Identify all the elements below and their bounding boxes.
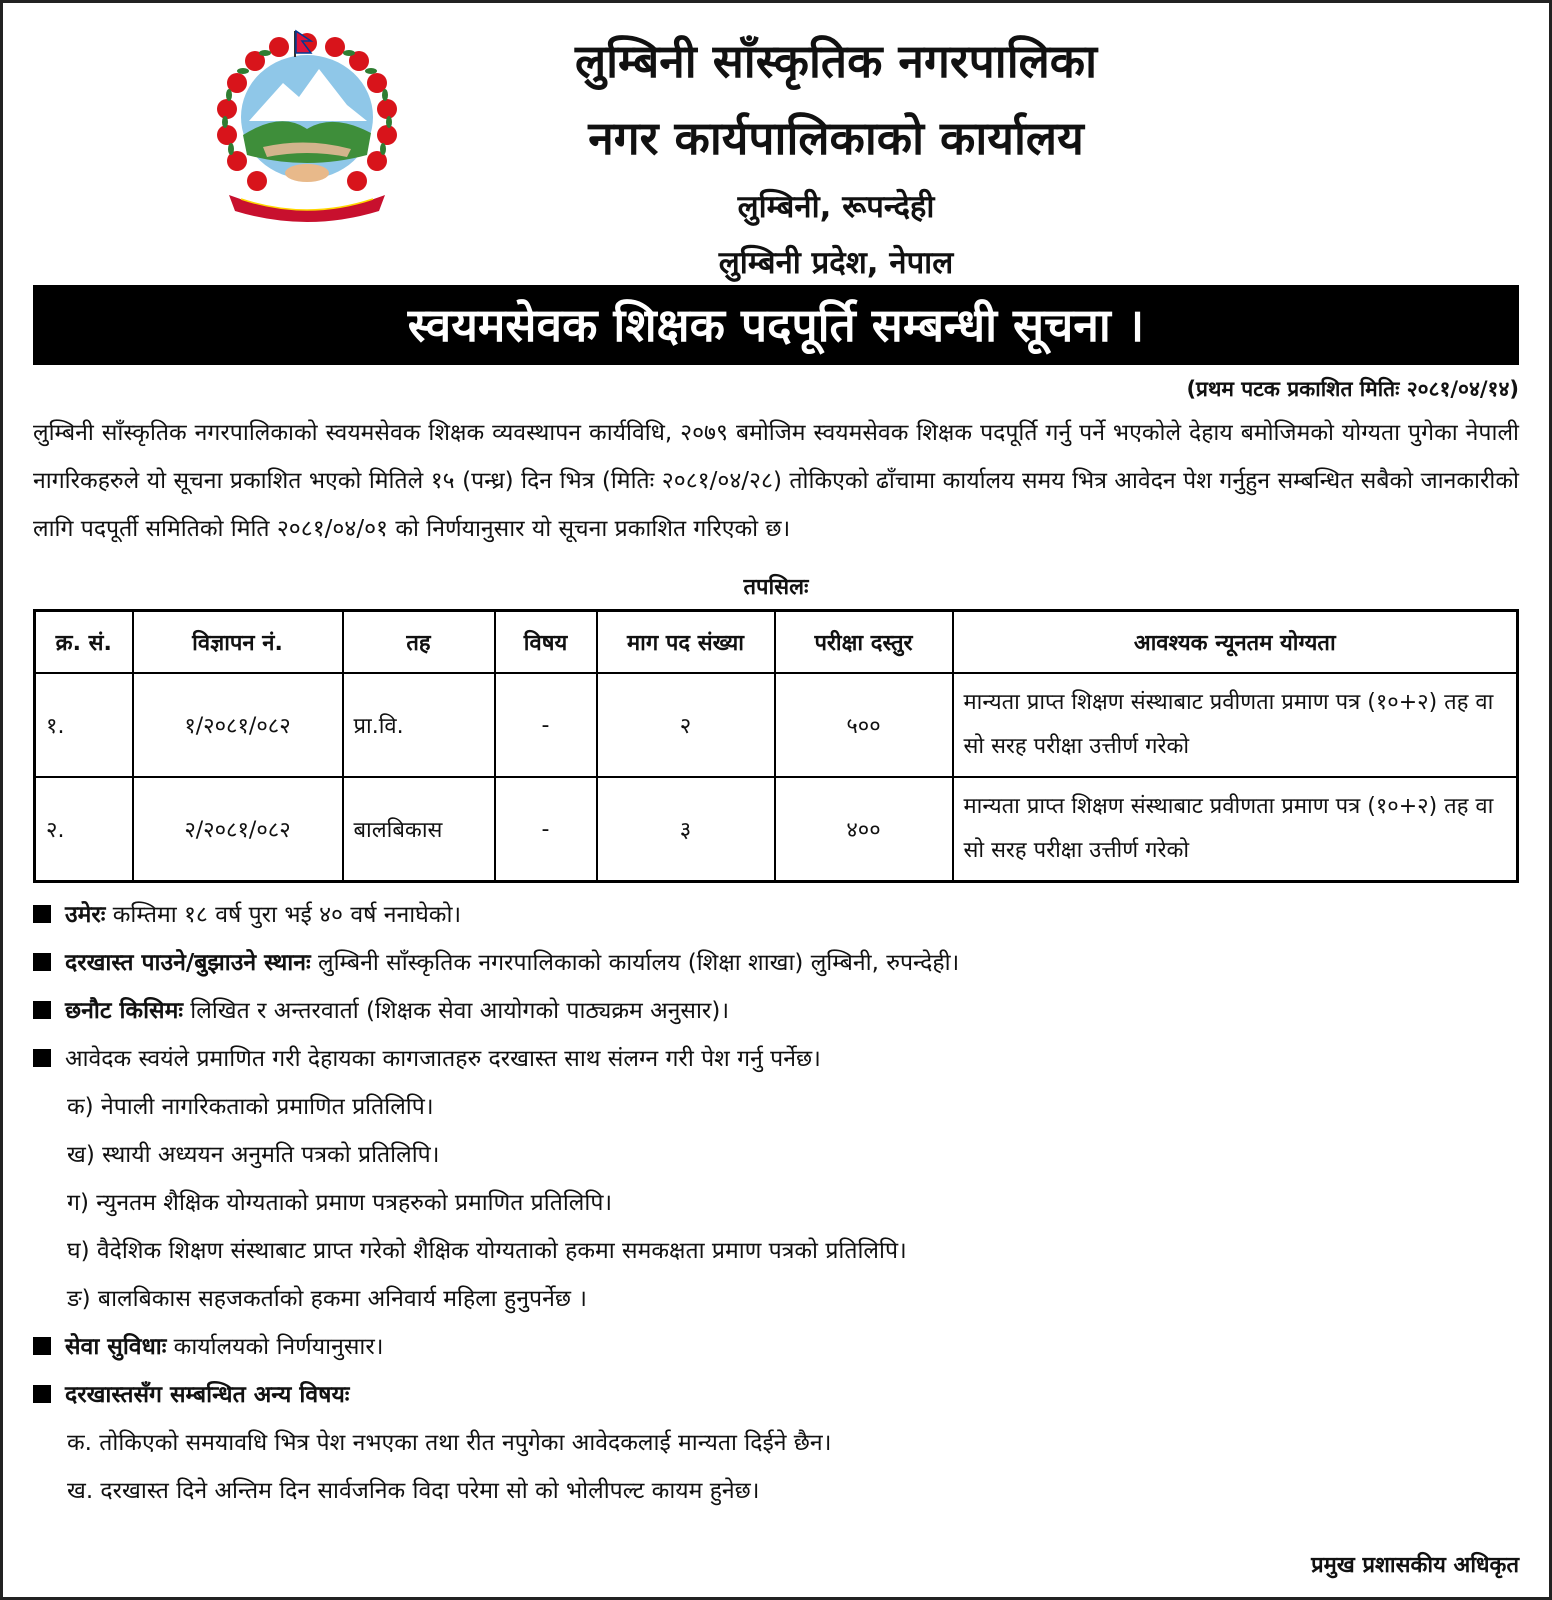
application-place-item [33, 939, 1519, 987]
bullet-square-icon [33, 905, 51, 923]
advert-number-cell: १/२०८१/०८२ [133, 673, 343, 777]
column-header: तह [343, 611, 495, 674]
column-header: माग पद संख्या [597, 611, 775, 674]
column-header: आवश्यक न्यूनतम योग्यता [953, 611, 1518, 674]
serial-cell: २. [35, 777, 133, 882]
column-header: विषय [495, 611, 597, 674]
column-header: विज्ञापन नं. [133, 611, 343, 674]
document-item: ख) स्थायी अध्ययन अनुमति पत्रको प्रतिलिपि। [67, 1142, 440, 1168]
subject-cell: - [495, 777, 597, 882]
details-heading: तपसिलः [743, 575, 809, 600]
selection-type-label: छनौट किसिमः [65, 998, 183, 1024]
document-item: ग) न्युनतम शैक्षिक योग्यताको प्रमाण पत्रहरुको प्रमाणित प्रतिलिपि। [67, 1190, 613, 1216]
age-item [33, 891, 1519, 939]
other-matter-item: क. तोकिएको समयावधि भित्र पेश नभएका तथा रीत नपुगेका आवेदकलाई मान्यता दिईने छैन। [67, 1430, 832, 1456]
notice-intro: लुम्बिनी साँस्कृतिक नगरपालिकाको स्वयमसेवक शिक्षक व्यवस्थापन कार्यविधि, २०७९ बमोजिम स्वयमसेवक शिक्षक पदपूर्ति गर्नु पर्ने भएकोले देहाय बमोजिमको योग्यता पुगेका नेपाली नागरिकहरुले यो सूचना प्रकाशित भएको मितिले १५ (पन्ध्र) दिन भित्र (मितिः २०८१/०४/२८) तोकिएको ढाँचामा कार्यालय समय भित्र आवेदन पेश गर्नुहुन सम्बन्धित सबैको जानकारीको लागि पदपूर्ती समितिको मिति २०८१/०४/०१ को निर्णयानुसार यो सूचना प्रकाशित गरिएको छ। [33, 420, 1519, 542]
posts-count-cell: २ [597, 673, 775, 777]
other-matter-item: ख. दरखास्त दिने अन्तिम दिन सार्वजनिक विदा परेमा सो को भोलीपल्ट कायम हुनेछ। [67, 1478, 760, 1504]
application-place-text: लुम्बिनी साँस्कृतिक नगरपालिकाको कार्यालय (शिक्षा शाखा) लुम्बिनी, रुपन्देही। [317, 950, 960, 976]
office-name: नगर कार्यपालिकाको कार्यालय [588, 111, 1084, 165]
level-cell: प्रा.वि. [343, 673, 495, 777]
service-facility-item [33, 1323, 1519, 1371]
letterhead [33, 3, 1519, 285]
selection-type-item [33, 987, 1519, 1035]
documents-item [33, 1035, 1519, 1083]
other-matters-label: दरखास्तसँग सम्बन्धित अन्य विषयः [65, 1382, 350, 1408]
selection-type-text: लिखित र अन्तरवार्ता (शिक्षक सेवा आयोगको पाठ्यक्रम अनुसार)। [190, 998, 730, 1024]
municipality-name: लुम्बिनी साँस्कृतिक नगरपालिका [574, 34, 1098, 88]
service-facility-text: कार्यालयको निर्णयानुसार। [173, 1334, 384, 1360]
notice-title: स्वयमसेवक शिक्षक पदपूर्ति सम्बन्धी सूचना । [33, 285, 1519, 365]
vacancy-table [33, 609, 1519, 883]
table-header-row [35, 611, 1518, 674]
other-matters-item [33, 1371, 1519, 1419]
published-date: (प्रथम पटक प्रकाशित मितिः २०८१/०४/१४) [1186, 377, 1519, 401]
column-header: परीक्षा दस्तुर [775, 611, 953, 674]
qualification-cell: मान्यता प्राप्त शिक्षण संस्थाबाट प्रवीणता प्रमाण पत्र (१०+२) तह वा सो सरह परीक्षा उत्तीर्ण गरेको [953, 777, 1518, 882]
table-row [35, 777, 1518, 882]
bullet-square-icon [33, 1385, 51, 1403]
exam-fee-cell: ५०० [775, 673, 953, 777]
bullet-square-icon [33, 953, 51, 971]
office-location: लुम्बिनी, रूपन्देही [737, 189, 935, 225]
age-text: कम्तिमा १८ वर्ष पुरा भई ४० वर्ष ननाघेको। [112, 902, 462, 928]
serial-cell: १. [35, 673, 133, 777]
age-label: उमेरः [65, 902, 106, 928]
bullet-square-icon [33, 1337, 51, 1355]
qualification-cell: मान्यता प्राप्त शिक्षण संस्थाबाट प्रवीणता प्रमाण पत्र (१०+२) तह वा सो सरह परीक्षा उत्तीर्ण गरेको [953, 673, 1518, 777]
application-place-label: दरखास्त पाउने/बुझाउने स्थानः [65, 950, 311, 976]
document-item: घ) वैदेशिक शिक्षण संस्थाबाट प्राप्त गरेको शैक्षिक योग्यताको हकमा समकक्षता प्रमाण पत्रको प्रतिलिपि। [67, 1238, 907, 1264]
service-facility-label: सेवा सुविधाः [65, 1334, 167, 1360]
bullet-square-icon [33, 1001, 51, 1019]
province-name: लुम्बिनी प्रदेश, नेपाल [718, 245, 954, 281]
level-cell: बालबिकास [343, 777, 495, 882]
bullet-square-icon [33, 1049, 51, 1067]
posts-count-cell: ३ [597, 777, 775, 882]
subject-cell: - [495, 673, 597, 777]
advert-number-cell: २/२०८१/०८२ [133, 777, 343, 882]
document-item: ङ) बालबिकास सहजकर्ताको हकमा अनिवार्य महिला हुनुपर्नेछ । [67, 1286, 588, 1312]
terms-list [33, 891, 1519, 1515]
signatory-title: प्रमुख प्रशासकीय अधिकृत [1311, 1553, 1519, 1578]
exam-fee-cell: ४०० [775, 777, 953, 882]
column-header: क्र. सं. [35, 611, 133, 674]
document-item: क) नेपाली नागरिकताको प्रमाणित प्रतिलिपि। [67, 1094, 434, 1120]
letterhead-titles [33, 25, 1519, 291]
documents-text: आवेदक स्वयंले प्रमाणित गरी देहायका कागजातहरु दरखास्त साथ संलग्न गरी पेश गर्नु पर्नेछ। [65, 1046, 821, 1072]
table-row [35, 673, 1518, 777]
